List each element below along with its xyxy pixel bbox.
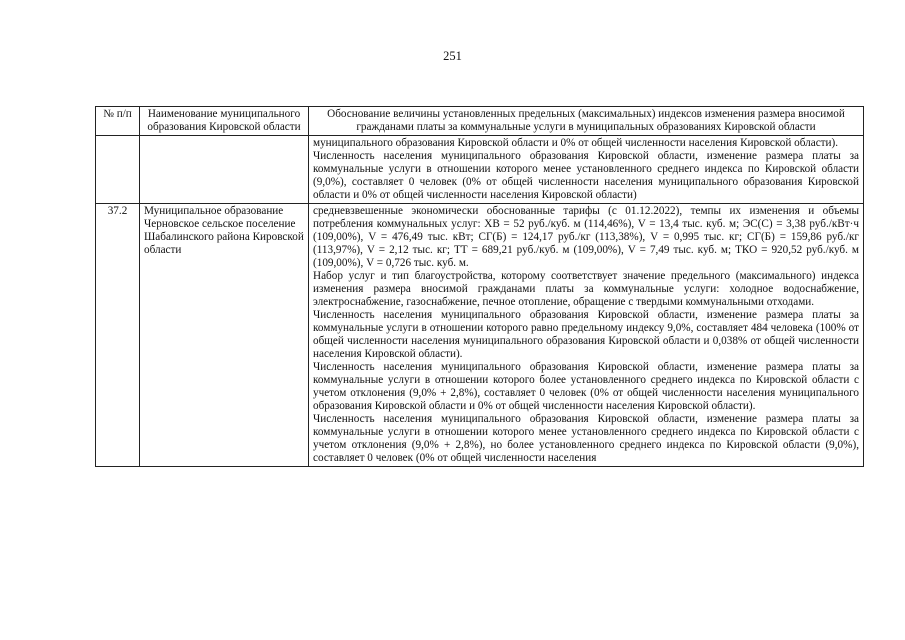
justification-paragraph: средневзвешенные экономически обоснованные тарифы (с 01.12.2022), темпы их изменения и объемы потребления коммунальных услуг: ХВ = 52 руб./куб. м (114,46%), V = 13,4 тыс. куб. м; ЭС(С) = 3,38 руб./кВт·ч (109,00%), V = 476,49 тыс. кВт; СГ(Б) = 124,17 руб./кг (113,38%), V = 0,995 тыс. кг; СГ(Б) = 159,86 руб./кг (113,97%), V = 2,12 тыс. кг; ТТ = 689,21 руб./куб. м (109,00%), V = 7,49 тыс. куб. м; ТКО = 920,52 руб./куб. м (109,00%), V = 0,726 тыс. куб. м. — [313, 205, 859, 269]
justification-paragraph: Численность населения муниципального образования Кировской области, изменение размера платы за коммунальные услуги в отношении которого более установленного среднего индекса по Кировской области с учетом отклонения (9,0% + 2,8%), составляет 0 человек (0% от общей численности населения муниципального образования Кировской области и 0% от общей численности населения Кировской области). — [313, 361, 859, 412]
row-name-cell: Муниципальное образование Черновское сельское поселение Шабалинского района Кировской области — [140, 204, 309, 467]
page-number: 251 — [443, 49, 462, 63]
table-row-37-2 — [96, 204, 864, 467]
tariff-index-table — [95, 106, 864, 467]
row-justification-cell — [309, 136, 864, 204]
header-num: № п/п — [96, 107, 140, 136]
justification-paragraph: Набор услуг и тип благоустройства, которому соответствует значение предельного (максимального) индекса изменения размера вносимой гражданами платы за коммунальные услуги: холодное водоснабжение, электроснабжение, газоснабжение, печное отопление, обращение с твердыми коммунальными отходами. — [313, 270, 859, 308]
header-justification: Обоснование величины установленных предельных (максимальных) индексов изменения размера вносимой гражданами платы за коммунальные услуги в муниципальных образованиях Кировской области — [309, 107, 864, 136]
justification-paragraph: Численность населения муниципального образования Кировской области, изменение размера платы за коммунальные услуги в отношении которого равно предельному индексу 9,0%, составляет 484 человека (100% от общей численности населения муниципального образования Кировской области и 0,038% от общей численности населения Кировской области). — [313, 309, 859, 360]
table-row-continuation — [96, 136, 864, 204]
header-municipality-name: Наименование муниципального образования Кировской области — [140, 107, 309, 136]
justification-paragraph: муниципального образования Кировской области и 0% от общей численности населения Кировской области). — [313, 137, 839, 149]
row-justification-cell — [309, 204, 864, 467]
justification-paragraph: Численность населения муниципального образования Кировской области, изменение размера платы за коммунальные услуги в отношении которого менее установленного среднего индекса по Кировской области (9,0%), составляет 0 человек (0% от общей численности населения муниципального образования Кировской области и 0% от общей численности населения Кировской области) — [313, 150, 859, 201]
row-name-cell — [140, 136, 309, 204]
table-header-row — [96, 107, 864, 136]
row-num-cell: 37.2 — [96, 204, 140, 467]
justification-paragraph: Численность населения муниципального образования Кировской области, изменение размера платы за коммунальные услуги в отношении которого менее установленного среднего индекса по Кировской области с учетом отклонения (9,0% + 2,8%), но более установленного среднего индекса по Кировской области (9,0%), составляет 0 человек (0% от общей численности населения — [313, 413, 859, 464]
row-num-cell — [96, 136, 140, 204]
